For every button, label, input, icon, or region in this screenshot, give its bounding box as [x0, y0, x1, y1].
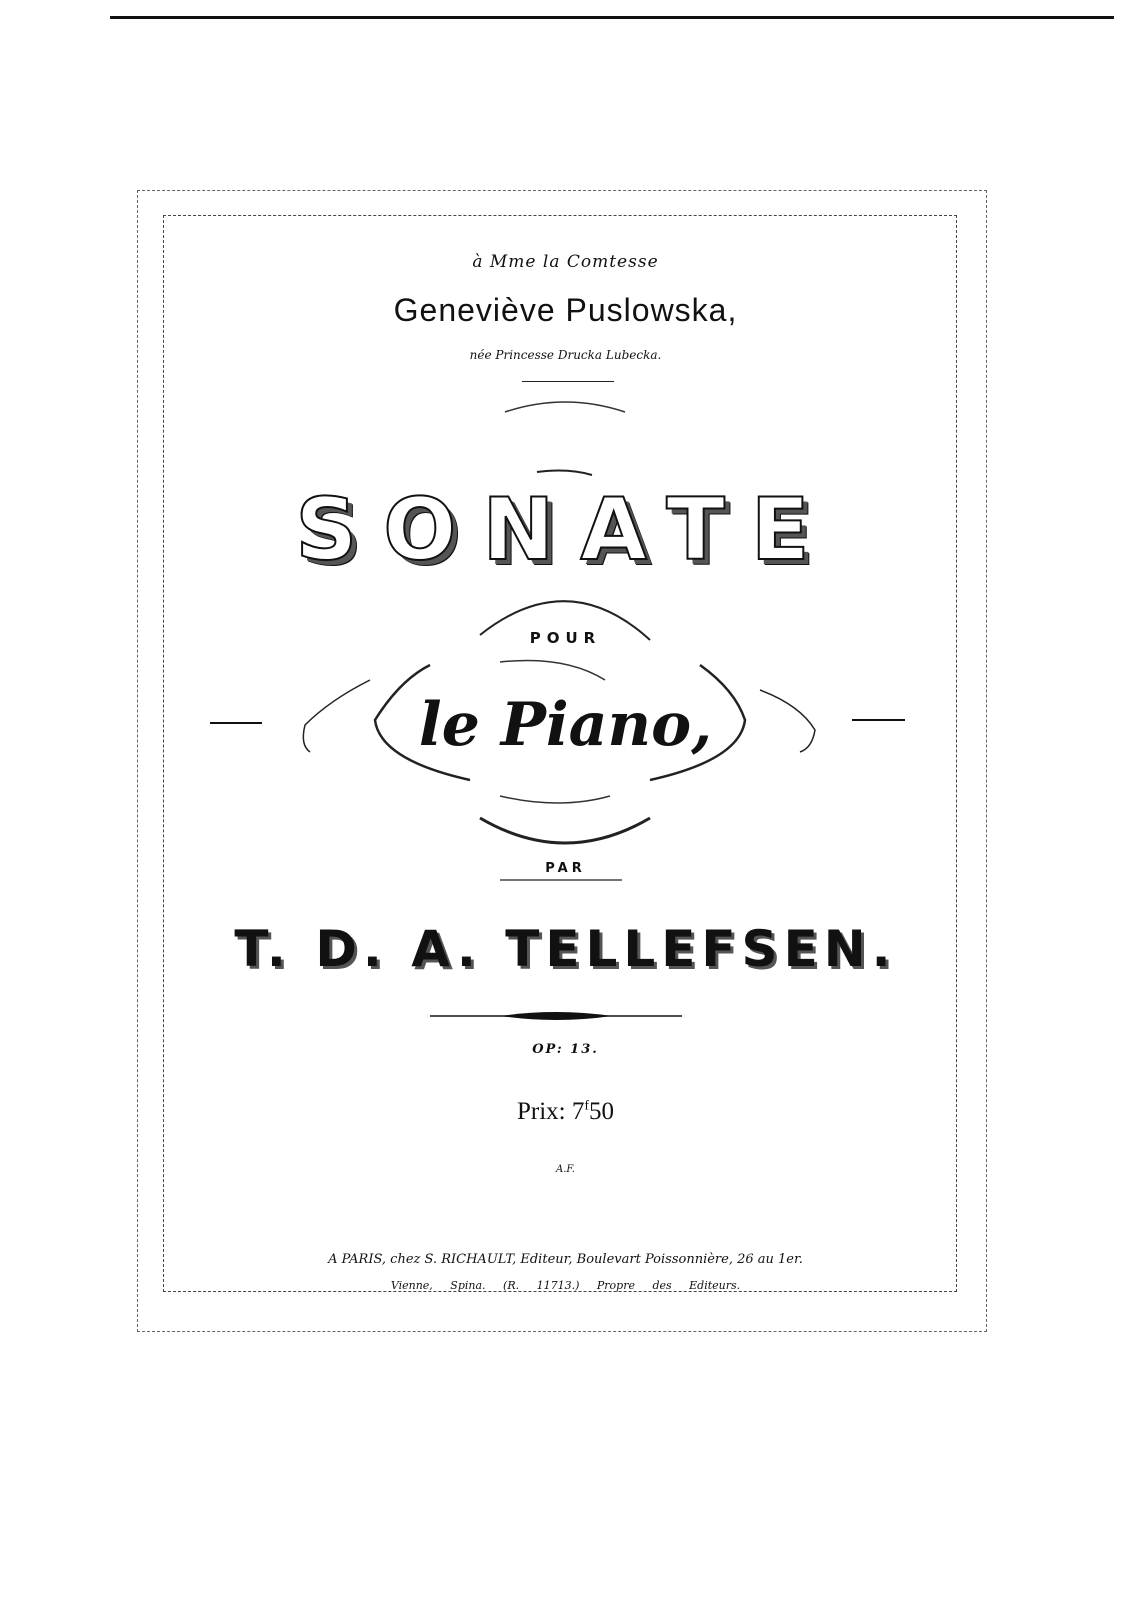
publisher-line-1: A PARIS, chez S. RICHAULT, Editeur, Boulevart Poissonnière, 26 au 1er.: [328, 1252, 803, 1267]
composer-name: T. D. A. TELLEFSEN.: [234, 920, 897, 978]
dedicatee-name: Geneviève Puslowska,: [393, 292, 738, 328]
price-label: Prix: 7: [516, 1098, 585, 1125]
pour-label: POUR: [529, 629, 602, 647]
opus-number: OP: 13.: [532, 1042, 599, 1057]
dedication-to: à Mme la Comtesse: [472, 252, 659, 272]
price-rest: 50: [589, 1098, 615, 1125]
price-cents-marker: f: [584, 1098, 590, 1114]
instrument: le Piano,: [418, 690, 713, 760]
price: [0, 1098, 1131, 1126]
publisher-line-2: Vienne, Spina. (R. 11713.) Propre des Editeurs.: [390, 1279, 741, 1292]
engraver-mark: A.F.: [556, 1164, 575, 1175]
dedicatee-subtitle: née Princesse Drucka Lubecka.: [469, 348, 662, 362]
par-label: PAR: [545, 861, 586, 876]
title: SONATE: [295, 480, 836, 580]
